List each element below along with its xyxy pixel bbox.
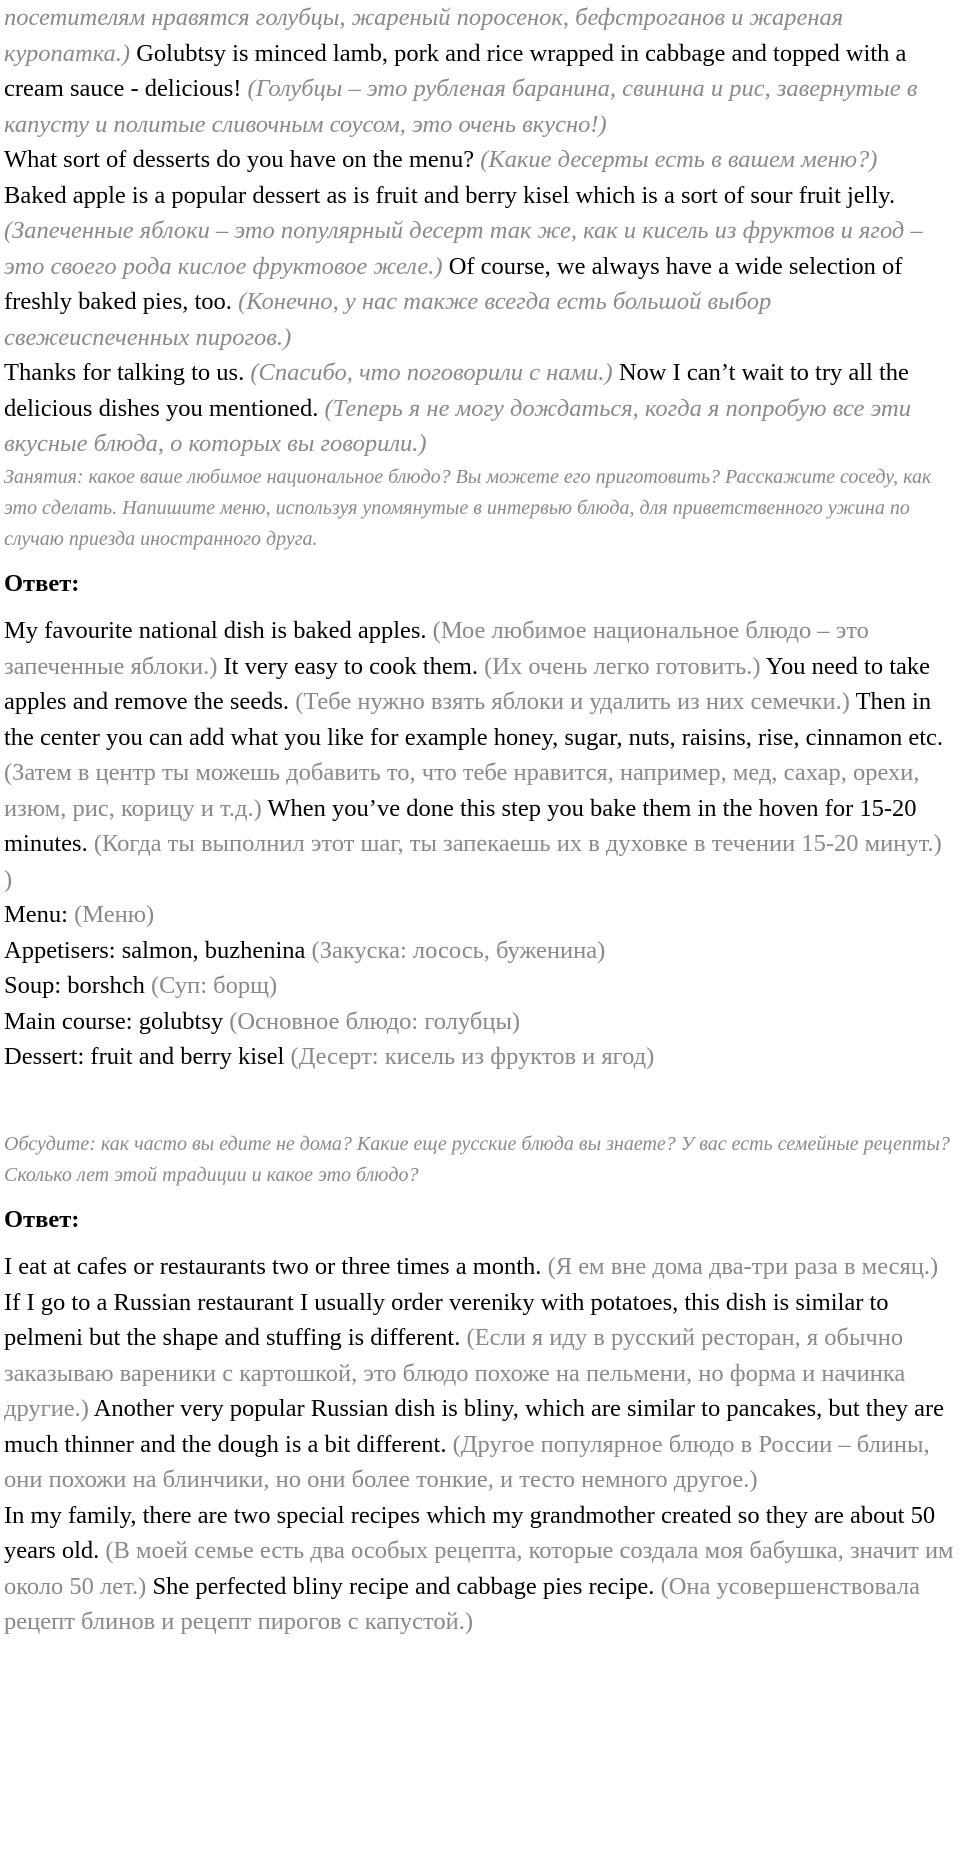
translation-text: (Другое популярное блюдо в России – блины, они похожи на блинчики, но они более тонкие, и тесто немного другое.) [4, 1430, 930, 1493]
answer-label: Ответ: [4, 1205, 80, 1233]
menu-item [4, 933, 954, 969]
english-text: Thanks for talking to us. [4, 359, 245, 386]
english-text: Soup: borshch [4, 972, 145, 999]
english-text: My favourite national dish is baked apples. [4, 617, 427, 644]
english-text: Then in the center you can add what you like for example honey, sugar, nuts, raisins, rise, cinnamon etc. [4, 688, 944, 751]
translation-text: (Десерт: кисель из фруктов и ягод) [284, 1043, 655, 1070]
translation-text: (Какие десерты есть в вашем меню?) [474, 146, 878, 173]
answer-paragraph-family-recipes [4, 1498, 954, 1640]
english-text: Now I can’t wait to try all the delicious dishes you mentioned. [4, 359, 909, 422]
english-text: If I go to a Russian restaurant I usually order vereniky with potatoes, this dish is similar to pelmeni but the shape and stuffing is different. [4, 1288, 889, 1351]
menu-item [4, 1039, 954, 1075]
translation-text: (Суп: борщ) [144, 972, 278, 999]
answer-paragraph-eating-out [4, 1249, 954, 1498]
interview-paragraph-1 [4, 0, 954, 142]
translation-text: (Основное блюдо: голубцы) [223, 1007, 521, 1035]
translation-text: (Запеченные яблоки – это популярный десерт так же, как и кисель из фруктов и ягод – это своего рода кислое фруктовое желе.) [4, 217, 923, 280]
interview-answer-desserts [4, 178, 954, 356]
english-text: Appetisers: salmon, buzhenina [4, 936, 306, 964]
english-text: It very easy to cook them. [217, 652, 478, 680]
translation-text: (Конечно, у нас также всегда есть большой выбор свежеиспеченных пирогов.) [4, 288, 772, 351]
english-text: What sort of desserts do you have on the menu? [4, 146, 475, 173]
english-text: Another very popular Russian dish is bliny, which are similar to pancakes, but they are much thinner and the dough is a bit different. [4, 1395, 945, 1458]
translation-text: (Меню) [67, 901, 155, 928]
english-text: Of course, we always have a wide selection of freshly baked pies, too. [4, 252, 903, 315]
translation-text: (Если я иду в русский ресторан, я обычно заказываю вареники с картошкой, это блюдо похоже на пельмени, но форма и начинка другие.) [4, 1324, 906, 1422]
english-text: She perfected bliny recipe and cabbage pies recipe. [146, 1572, 655, 1600]
task-instruction-1: Занятия: какое ваше любимое национальное блюдо? Вы можете его приготовить? Расскажите соседу, как это сделать. Напишите меню, используя упомянутые в интервью блюда, для приветственного ужина по случаю приезда иностранного друга. [4, 465, 932, 550]
translation-text: (Голубцы – это рубленая баранина, свинина и рис, завернутые в капусту и политые сливочным соусом, это очень вкусно!) [4, 75, 918, 138]
answer-label: Ответ: [4, 569, 80, 597]
translation-text: (Их очень легко готовить.) [477, 652, 761, 680]
translation-text: (Я ем вне дома два-три раза в месяц.) [541, 1253, 939, 1280]
menu-item [4, 897, 954, 933]
menu-list [4, 897, 954, 1075]
translation-text: (Спасибо, что поговорили с нами.) [244, 359, 613, 386]
translation-text: (Тебе нужно взять яблоки и удалить из них семечки.) [289, 688, 850, 715]
translation-text: (Когда ты выполнил этот шаг, ты запекаешь их в духовке в течении 15-20 минут.) ) [4, 830, 942, 893]
english-text: You need to take apples and remove the seeds. [4, 652, 931, 715]
menu-item [4, 1004, 954, 1040]
english-text: In my family, there are two special recipes which my grandmother created so they are about 50 years old. [4, 1501, 936, 1564]
english-text: Main course: golubtsy [4, 1007, 224, 1035]
english-text: I eat at cafes or restaurants two or three times a month. [4, 1253, 542, 1280]
interview-closing [4, 355, 954, 462]
answer-paragraph-baked-apples [4, 613, 954, 897]
translation-text: (Теперь я не могу дождаться, когда я попробую все эти вкусные блюда, о которых вы говорили.) [4, 394, 911, 457]
english-text: Baked apple is a popular dessert as is fruit and berry kisel which is a sort of sour fruit jelly. [4, 181, 896, 209]
section-spacer [4, 1075, 954, 1129]
translation-text: посетителям нравятся голубцы, жареный поросенок, бефстроганов и жареная куропатка.) [4, 4, 844, 67]
translation-text: (В моей семье есть два особых рецепта, которые создала моя бабушка, значит им около 50 лет.) [4, 1537, 954, 1600]
interview-question-desserts [4, 142, 954, 178]
english-text: Menu: [4, 901, 68, 928]
task-instruction-2: Обсудите: как часто вы едите не дома? Какие еще русские блюда вы знаете? У вас есть семейные рецепты? Сколько лет этой традиции и какое это блюдо? [4, 1132, 950, 1186]
translation-text: (Затем в центр ты можешь добавить то, что тебе нравится, например, мед, сахар, орехи, изюм, рис, корицу и т.д.) [4, 759, 920, 822]
translation-text: (Мое любимое национальное блюдо – это запеченные яблоки.) [4, 617, 869, 680]
translation-text: (Закуска: лосось, буженина) [305, 936, 606, 964]
english-text: Golubtsy is minced lamb, pork and rice wrapped in cabbage and topped with a cream sauce - delicious! [4, 39, 907, 102]
english-text: Dessert: fruit and berry kisel [4, 1043, 285, 1070]
menu-item [4, 968, 954, 1004]
translation-text: (Она усовершенствовала рецепт блинов и рецепт пирогов с капустой.) [4, 1572, 920, 1635]
english-text: When you’ve done this step you bake them in the hoven for 15-20 minutes. [4, 794, 917, 857]
